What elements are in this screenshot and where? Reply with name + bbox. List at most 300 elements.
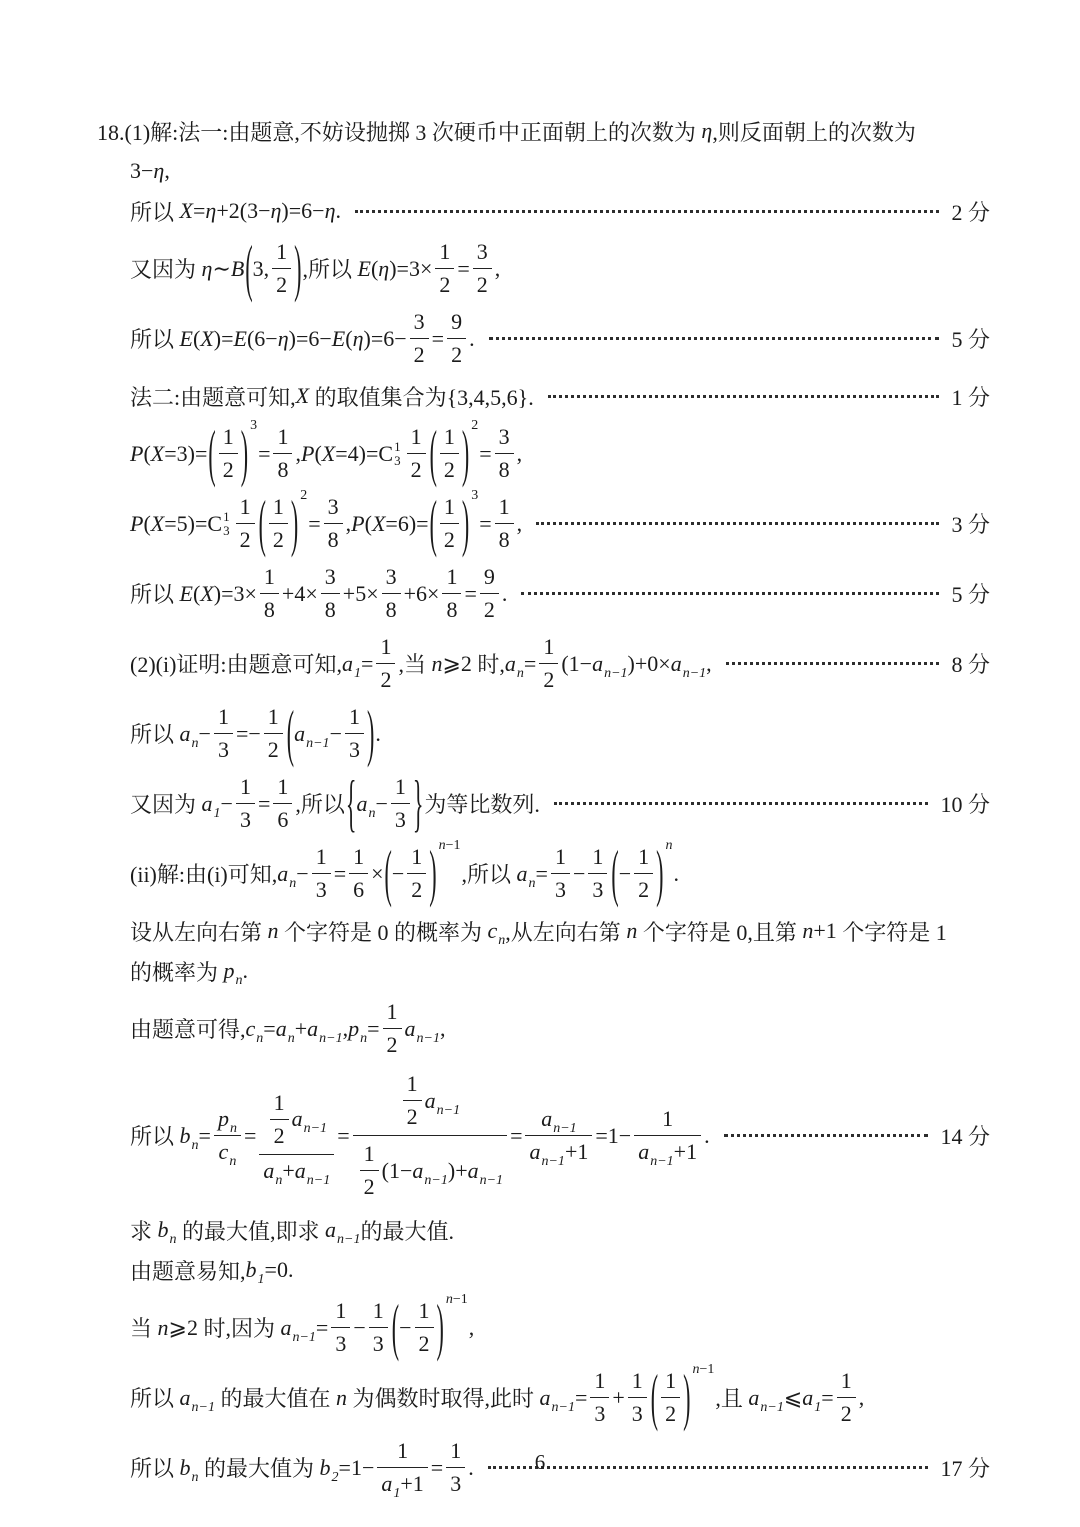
math-run: 1 — [410, 424, 422, 449]
math-run: (1− — [381, 1157, 413, 1183]
math-run: P(X=5)= — [130, 510, 208, 536]
fraction — [415, 1298, 434, 1357]
math-run: . — [501, 580, 508, 606]
math-run: E(η)=3× — [357, 255, 433, 281]
math-run: = — [257, 790, 271, 816]
subscripted-variable: b 2 — [319, 1454, 339, 1485]
exponent: 3 — [471, 488, 479, 503]
math-run: 1 — [267, 704, 279, 729]
subscripted-variable: a 1 — [342, 650, 362, 681]
math-run: 2 — [410, 457, 422, 482]
text-run: 又因为 — [130, 257, 202, 282]
math-run: 3 — [498, 424, 510, 449]
solution-line-16 — [130, 997, 990, 1060]
fraction — [321, 564, 340, 623]
subscripted-variable: a n — [263, 1157, 283, 1188]
text-run: 的最大值在 — [214, 1386, 336, 1411]
solution-line-13 — [130, 836, 990, 908]
subscripted-variable: a n — [516, 860, 536, 891]
text-run: ,所以 — [295, 792, 345, 817]
math-run: 2 — [543, 667, 555, 692]
math-run: 2 — [451, 342, 463, 367]
paren-group: ( $\frac{1}{2}$ ) 2 — [258, 486, 308, 558]
subscripted-variable: a n−1 — [280, 1314, 316, 1345]
math-run: = — [367, 1015, 380, 1041]
solution-line-6 — [130, 377, 990, 415]
fraction — [588, 844, 607, 903]
math-run: , — [342, 1015, 349, 1041]
math-run: 2 — [239, 527, 251, 552]
math-run: − — [296, 860, 309, 886]
math-run: = — [523, 650, 537, 676]
dotted-leader — [726, 662, 940, 665]
solution-line-1 — [97, 112, 990, 150]
math-run: 1 — [273, 1089, 285, 1115]
subscripted-variable: b n — [157, 1217, 177, 1247]
math-run: 1 — [386, 999, 398, 1024]
fraction — [214, 704, 233, 763]
subscripted-variable: a 1 — [381, 1471, 401, 1501]
solution-line-18 — [130, 1211, 990, 1249]
text-run: 的取值集合为{3,4,5,6}. — [309, 384, 534, 410]
subscripted-variable: a n−1 — [539, 1384, 575, 1415]
math-run: 1 — [443, 424, 455, 449]
paren-group: ( 3, $\frac{1}{2}$ ) — [245, 231, 302, 303]
math-run: 1 — [397, 1438, 409, 1463]
math-run: 1 — [840, 1368, 852, 1393]
math-run: = — [361, 650, 374, 676]
math-run: 1 — [498, 494, 510, 519]
text-run: ,所以 — [302, 257, 358, 282]
text-run: 个字符是 0 的概率为 — [278, 919, 488, 945]
fraction — [273, 424, 292, 483]
page-number: 6 — [534, 1450, 546, 1474]
fraction — [312, 844, 331, 903]
text-run: 设从左向右第 — [130, 919, 268, 945]
math-run: n⩾2 — [431, 650, 472, 676]
dotted-leader — [489, 337, 940, 340]
math-run: , — [516, 440, 523, 466]
subscripted-variable: b n — [179, 1122, 199, 1153]
paren-group: ( − $\frac{1}{2}$ ) n−1 — [391, 1290, 468, 1362]
math-run: − — [353, 1314, 366, 1340]
math-run: 8 — [446, 597, 458, 622]
fraction — [331, 1298, 350, 1357]
fraction — [495, 424, 514, 483]
text-run: ,当 — [398, 652, 432, 677]
text-run: 又因为 — [130, 792, 202, 817]
math-run: 1 — [418, 1298, 430, 1323]
math-run: = — [574, 1384, 588, 1410]
math-run: 1 — [554, 844, 566, 869]
math-run: +1 — [673, 1139, 698, 1164]
subscripted-variable: c n — [245, 1015, 264, 1046]
subscripted-variable: a n−1 — [467, 1157, 504, 1188]
math-run: 1 — [217, 704, 229, 729]
math-run: 1 — [394, 774, 406, 799]
subscripted-variable: a n−1 — [638, 1139, 674, 1169]
text-run: 所以 — [130, 722, 180, 747]
paren-group: ( $\frac{1}{2}$ ) 2 — [429, 416, 479, 488]
math-run: = — [315, 1314, 329, 1340]
score-marker: 17 分 — [940, 1456, 990, 1481]
math-run: 3 — [324, 564, 336, 589]
text-run: . — [242, 958, 249, 983]
exponent: n−1 — [445, 1292, 468, 1307]
fraction — [259, 1088, 334, 1188]
math-run: =1− — [595, 1122, 632, 1148]
math-run: − — [220, 790, 233, 816]
fraction — [382, 564, 401, 623]
math-run: 8 — [327, 527, 339, 552]
math-run: = — [337, 1122, 350, 1148]
math-run: )+0× — [627, 650, 671, 676]
math-run: 3 — [335, 1331, 347, 1356]
text-run: 所以 — [130, 1456, 180, 1481]
score-marker: 2 分 — [951, 199, 990, 225]
fraction — [495, 494, 514, 553]
math-run: 6 — [353, 877, 365, 902]
math-run: P(X=3)= — [130, 440, 208, 466]
solution-line-11 — [130, 696, 990, 768]
math-run: +6× — [403, 580, 440, 606]
math-run: 2 — [638, 877, 650, 902]
fraction — [260, 564, 279, 623]
fraction — [590, 1368, 609, 1427]
fraction — [345, 704, 364, 763]
fraction — [269, 494, 288, 553]
math-run: 1 — [335, 1298, 347, 1323]
text-run: 法二:由题意可知, — [130, 384, 296, 410]
fraction — [376, 634, 395, 693]
dotted-leader — [554, 802, 929, 805]
math-run: ,P(X=4)= — [295, 440, 379, 466]
exponent: n — [665, 838, 673, 853]
solution-line-10 — [130, 632, 990, 695]
subscripted-variable: p n — [348, 1015, 368, 1046]
math-run: =1− — [338, 1454, 375, 1480]
math-run: 2 — [363, 1174, 375, 1199]
subscripted-variable: a n−1 — [412, 1157, 448, 1188]
fraction — [214, 1106, 241, 1169]
math-run: 3, — [252, 255, 270, 281]
math-run: − — [329, 720, 342, 746]
score-marker: 8 分 — [951, 652, 990, 677]
subscripted-variable: a n−1 — [307, 1015, 343, 1046]
math-run: 1 — [272, 494, 284, 519]
subscripted-variable: a n−1 — [592, 650, 628, 681]
fraction — [383, 999, 402, 1058]
math-run: ⩽ — [783, 1384, 803, 1410]
fraction — [273, 774, 292, 833]
math-run: = — [535, 860, 548, 886]
fraction — [442, 564, 461, 623]
fraction — [353, 1069, 507, 1202]
fraction — [270, 1090, 289, 1149]
subscripted-variable: a n−1 — [294, 720, 330, 751]
math-run: 3 — [217, 737, 229, 762]
text-run: 所以 — [130, 199, 180, 225]
fraction — [634, 844, 653, 903]
math-run: 8 — [385, 597, 397, 622]
paren-group: ( − $\frac{1}{2}$ ) n−1 — [384, 836, 461, 908]
math-run: 2 — [413, 342, 425, 367]
math-variable: n — [335, 1384, 347, 1410]
text-run: 为偶数时取得,此时 — [346, 1386, 540, 1411]
fraction — [403, 1071, 422, 1130]
math-run: 1 — [380, 634, 392, 659]
math-run: 8 — [498, 457, 510, 482]
text-run: 的最大值为 — [198, 1456, 320, 1481]
math-run: × — [371, 860, 384, 886]
math-run: − — [391, 860, 405, 886]
math-run: 2 — [272, 527, 284, 552]
math-run: = — [479, 440, 492, 466]
math-run: 3 — [348, 737, 360, 762]
math-run: 6 — [277, 807, 289, 832]
solution-line-14 — [130, 912, 990, 950]
score-marker: 5 分 — [951, 327, 990, 352]
paren-group: ( $\frac{1}{2}$ ) n−1 — [650, 1360, 715, 1432]
subscripted-variable: c n — [218, 1139, 237, 1169]
math-run: η∼B — [201, 255, 245, 281]
fraction — [837, 1368, 856, 1427]
math-run: E(X)=E(6−η)=6−E(η)=6− — [179, 325, 407, 351]
dotted-leader — [536, 522, 939, 525]
math-variable: n — [626, 918, 638, 943]
fraction — [349, 844, 368, 903]
math-run: − — [572, 860, 586, 886]
math-run: ,P(X=6)= — [345, 510, 429, 536]
math-run: 1 — [315, 844, 327, 869]
math-variable: X — [295, 383, 310, 408]
math-run: 2 — [443, 457, 455, 482]
subscripted-variable: a n−1 — [748, 1384, 784, 1415]
fraction — [435, 239, 454, 298]
math-run: . — [673, 860, 679, 886]
solution-line-21 — [130, 1360, 990, 1432]
fraction — [661, 1368, 680, 1427]
subscripted-variable: a n−1 — [541, 1106, 577, 1136]
subscripted-variable: a n−1 — [424, 1087, 461, 1118]
math-run: 2 — [418, 1331, 430, 1356]
exponent: 2 — [300, 488, 308, 503]
math-run: , — [468, 1314, 475, 1340]
math-run: + — [294, 1015, 308, 1041]
math-run: 1 — [222, 424, 234, 449]
math-run: − — [375, 790, 388, 816]
math-run: 1 — [443, 494, 455, 519]
fraction — [634, 1106, 701, 1169]
score-marker: 5 分 — [951, 582, 990, 607]
subscripted-variable: a n−1 — [670, 650, 707, 681]
math-run: − — [198, 720, 211, 746]
math-run: = — [198, 1122, 211, 1148]
math-run: + — [282, 1157, 295, 1183]
math-run: 2 — [386, 1032, 398, 1057]
text-run: 所以 — [130, 1386, 180, 1411]
math-run: 1 — [662, 1106, 674, 1131]
math-run: 2 — [222, 457, 234, 482]
math-run: 1 — [348, 704, 360, 729]
math-run: 1 — [239, 774, 251, 799]
math-run: 3 — [592, 877, 604, 902]
subscripted-variable: a n — [504, 650, 524, 681]
subscripted-variable: a n — [356, 790, 376, 821]
math-run: 1 — [450, 1438, 462, 1463]
fraction — [440, 424, 459, 483]
fraction — [410, 309, 429, 368]
math-run: − — [399, 1314, 412, 1340]
text-run: ,从左向右第 — [505, 919, 627, 945]
math-run: 2 — [483, 597, 495, 622]
math-run: 2 — [380, 667, 392, 692]
math-run: E(X)=3× — [179, 580, 257, 606]
math-run: = — [263, 1015, 276, 1041]
math-run: 1 — [631, 1368, 643, 1393]
fraction — [369, 1298, 388, 1357]
text-run: ,且 — [715, 1386, 749, 1411]
text-run: 所以 — [130, 582, 180, 607]
combination-symbol: C 1 3 — [378, 438, 401, 468]
math-run: =− — [235, 720, 261, 746]
subscripted-variable: a n — [275, 1015, 295, 1046]
math-run: 1 — [276, 239, 288, 264]
math-run: = — [243, 1122, 257, 1148]
fraction — [236, 494, 255, 553]
text-run: 当 — [130, 1316, 158, 1341]
fraction — [628, 1368, 647, 1427]
math-run: 3 — [385, 564, 397, 589]
text-run: 个字符是 1 — [836, 919, 947, 945]
math-run: 1 — [446, 564, 458, 589]
math-run: 2 — [476, 272, 488, 297]
score-marker: 10 分 — [940, 792, 990, 817]
math-run: 1 — [665, 1368, 677, 1393]
math-run: 3 — [450, 1471, 462, 1496]
math-run: = — [430, 1454, 444, 1480]
text-run: 的最大值. — [360, 1218, 454, 1244]
paren-group: ( a n−1 − $\frac{1}{3}$ ) — [286, 696, 375, 768]
solution-line-4 — [130, 231, 990, 303]
math-run: 3−η, — [130, 158, 170, 183]
fraction — [324, 494, 343, 553]
text-run: (2)(i)证明:由题意可知, — [130, 652, 343, 677]
dotted-leader — [355, 210, 939, 213]
math-run: 2 — [406, 1104, 418, 1129]
fraction — [391, 774, 410, 833]
math-run: 8 — [324, 597, 336, 622]
text-run: 的概率为 — [130, 959, 224, 985]
exponent: 2 — [471, 418, 479, 433]
math-run: 2 — [443, 527, 455, 552]
combination-symbol: C 1 3 — [207, 508, 230, 538]
math-run: 1 — [543, 634, 555, 659]
solution-line-17 — [130, 1067, 990, 1204]
text-run: 的最大值,即求 — [176, 1218, 326, 1244]
math-run: = — [258, 440, 271, 466]
text-run: 为等比数列. — [424, 792, 540, 817]
math-run: . — [375, 720, 381, 746]
text-run: ,则反面朝上的次数为 — [712, 119, 916, 145]
math-run: 9 — [451, 309, 463, 334]
fraction — [447, 309, 466, 368]
math-run: = — [308, 510, 321, 536]
fraction — [539, 634, 558, 693]
fraction — [219, 424, 238, 483]
math-run: 2 — [267, 737, 279, 762]
solution-line-3 — [130, 192, 990, 230]
fraction — [264, 704, 283, 763]
text-run: 由题意易知, — [130, 1258, 246, 1284]
math-run: +4× — [281, 580, 318, 606]
math-run: =0. — [264, 1257, 294, 1282]
text-run: 所以 — [130, 327, 180, 352]
math-variable: n — [267, 918, 279, 943]
subscripted-variable: a n−1 — [325, 1217, 361, 1247]
math-run: 1 — [439, 239, 451, 264]
subscripted-variable: a n−1 — [529, 1139, 565, 1169]
text-run: ,所以 — [461, 862, 517, 887]
solution-line-15 — [130, 952, 990, 990]
math-run: = — [821, 1384, 834, 1410]
subscripted-variable: a n — [277, 860, 297, 891]
math-run: 1 — [239, 494, 251, 519]
solution-line-20 — [130, 1290, 990, 1362]
math-run: 3 — [554, 877, 566, 902]
paren-group: ( $\frac{1}{2}$ ) 3 — [429, 486, 479, 558]
math-run: n⩾2 — [157, 1314, 198, 1340]
math-run: 1 — [363, 1141, 375, 1166]
solution-line-7 — [130, 416, 990, 488]
score-marker: 3 分 — [951, 512, 990, 537]
fraction — [360, 1141, 379, 1200]
text-run: 个字符是 0,且第 — [637, 919, 803, 945]
math-run: 1 — [406, 1071, 418, 1096]
math-run: 1 — [638, 844, 650, 869]
math-run: 9 — [483, 564, 495, 589]
solution-line-12 — [130, 766, 990, 838]
subscripted-variable: a n−1 — [294, 1157, 331, 1188]
fraction — [525, 1106, 592, 1169]
fraction — [551, 844, 570, 903]
math-run: − — [618, 860, 632, 886]
math-run: 1 — [592, 844, 604, 869]
fraction — [272, 239, 291, 298]
text-run: 18.(1)解:法一:由题意,不妨设抛掷 3 次硬币中正面朝上的次数为 — [97, 119, 702, 145]
math-run: 3 — [315, 877, 327, 902]
math-run: 2 — [276, 272, 288, 297]
fraction — [407, 844, 426, 903]
text-run: 求 — [130, 1218, 158, 1244]
dotted-leader — [521, 592, 939, 595]
text-run: 由题意可得, — [130, 1017, 246, 1042]
paren-group: ( $\frac{1}{2}$ ) 3 — [208, 416, 258, 488]
math-run: = — [510, 1122, 523, 1148]
fraction — [407, 424, 426, 483]
exponent: n−1 — [692, 1362, 715, 1377]
brace-group: { a n − $\frac{1}{3}$ } — [345, 766, 424, 838]
math-run: = — [333, 860, 347, 886]
paren-group: ( − $\frac{1}{2}$ ) n — [611, 836, 673, 908]
math-run: , — [706, 650, 712, 676]
subscripted-variable: a n−1 — [179, 1384, 215, 1415]
math-run: +1 — [564, 1139, 589, 1164]
text-run: 时, — [471, 652, 505, 677]
subscripted-variable: a n — [179, 720, 199, 751]
math-run: . — [468, 1454, 474, 1480]
math-run: 8 — [263, 597, 275, 622]
